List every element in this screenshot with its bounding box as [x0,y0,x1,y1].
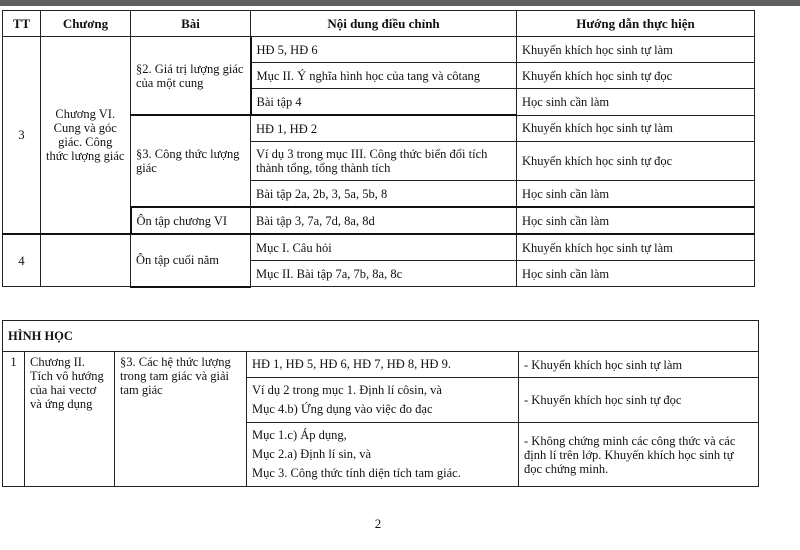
guide-cell: Khuyến khích học sinh tự làm [517,234,755,261]
table-row [3,352,759,378]
content-cell: HĐ 5, HĐ 6 [251,37,517,63]
content-cell [247,378,519,423]
content-cell: Bài tập 2a, 2b, 3, 5a, 5b, 8 [251,181,517,208]
content-cell: Ví dụ 3 trong mục III. Công thức biến đổi tích thành tổng, tổng thành tích [251,142,517,181]
lesson-cell: Ôn tập chương VI [131,207,251,234]
guide-cell: Học sinh cần làm [517,207,755,234]
content-line: Mục 1.c) Áp dụng, [252,428,347,442]
content-cell [247,352,519,378]
section-header-row [3,321,759,352]
content-cell: Bài tập 3, 7a, 7d, 8a, 8d [251,207,517,234]
content-line: Ví dụ 2 trong mục 1. Định lí côsin, và [252,383,442,397]
content-cell [247,423,519,487]
header-content: Nội dung điều chỉnh [251,11,517,37]
guide-cell: Học sinh cần làm [517,89,755,116]
section-title: HÌNH HỌC [3,321,759,352]
page-number: 2 [374,516,382,531]
lesson-cell: §3. Công thức lượng giác [131,115,251,207]
header-guide: Hướng dẫn thực hiện [517,11,755,37]
content-line: Mục 2.a) Định lí sin, và [252,447,372,461]
table-row [3,37,755,63]
content-cell: Bài tập 4 [251,89,517,116]
content-line: Mục 3. Công thức tính diện tích tam giác. [252,466,461,480]
content-cell: Mục I. Câu hỏi [251,234,517,261]
lesson-cell: §2. Giá trị lượng giác của một cung [131,37,251,116]
guide-cell: - Khuyến khích học sinh tự đọc [519,378,759,423]
chapter-cell: Chương II. Tích vô hướng của hai vectơ và ứng dụng [25,352,115,487]
table-header-row [3,11,755,37]
row-number: 1 [3,352,25,487]
content-cell: Mục II. Bài tập 7a, 7b, 8a, 8c [251,261,517,287]
adjustment-table-algebra [2,10,755,288]
content-line: HĐ 1, HĐ 5, HĐ 6, HĐ 7, HĐ 8, HĐ 9. [252,357,451,371]
chapter-cell [41,234,131,287]
content-cell: Mục II. Ý nghĩa hình học của tang và côtang [251,63,517,89]
row-number: 4 [3,234,41,287]
header-chapter: Chương [41,11,131,37]
lesson-cell: §3. Các hệ thức lượng trong tam giác và giải tam giác [115,352,247,487]
window-top-bar [0,0,800,6]
guide-cell: Học sinh cần làm [517,261,755,287]
guide-cell: Khuyến khích học sinh tự làm [517,115,755,142]
header-tt: TT [3,11,41,37]
guide-cell: - Không chứng minh các công thức và các định lí trên lớp. Khuyến khích học sinh tự đọc chứng minh. [519,423,759,487]
table-row [3,234,755,261]
guide-cell: Khuyến khích học sinh tự làm [517,37,755,63]
header-lesson: Bài [131,11,251,37]
lesson-cell: Ôn tập cuối năm [131,234,251,287]
content-cell: HĐ 1, HĐ 2 [251,115,517,142]
guide-cell: Khuyến khích học sinh tự đọc [517,142,755,181]
guide-cell: - Khuyến khích học sinh tự làm [519,352,759,378]
chapter-cell: Chương VI. Cung và góc giác. Công thức lượng giác [41,37,131,235]
guide-cell: Học sinh cần làm [517,181,755,208]
row-number: 3 [3,37,41,235]
adjustment-table-geometry [2,320,759,487]
content-line: Mục 4.b) Ứng dụng vào việc đo đạc [252,402,433,416]
guide-cell: Khuyến khích học sinh tự đọc [517,63,755,89]
